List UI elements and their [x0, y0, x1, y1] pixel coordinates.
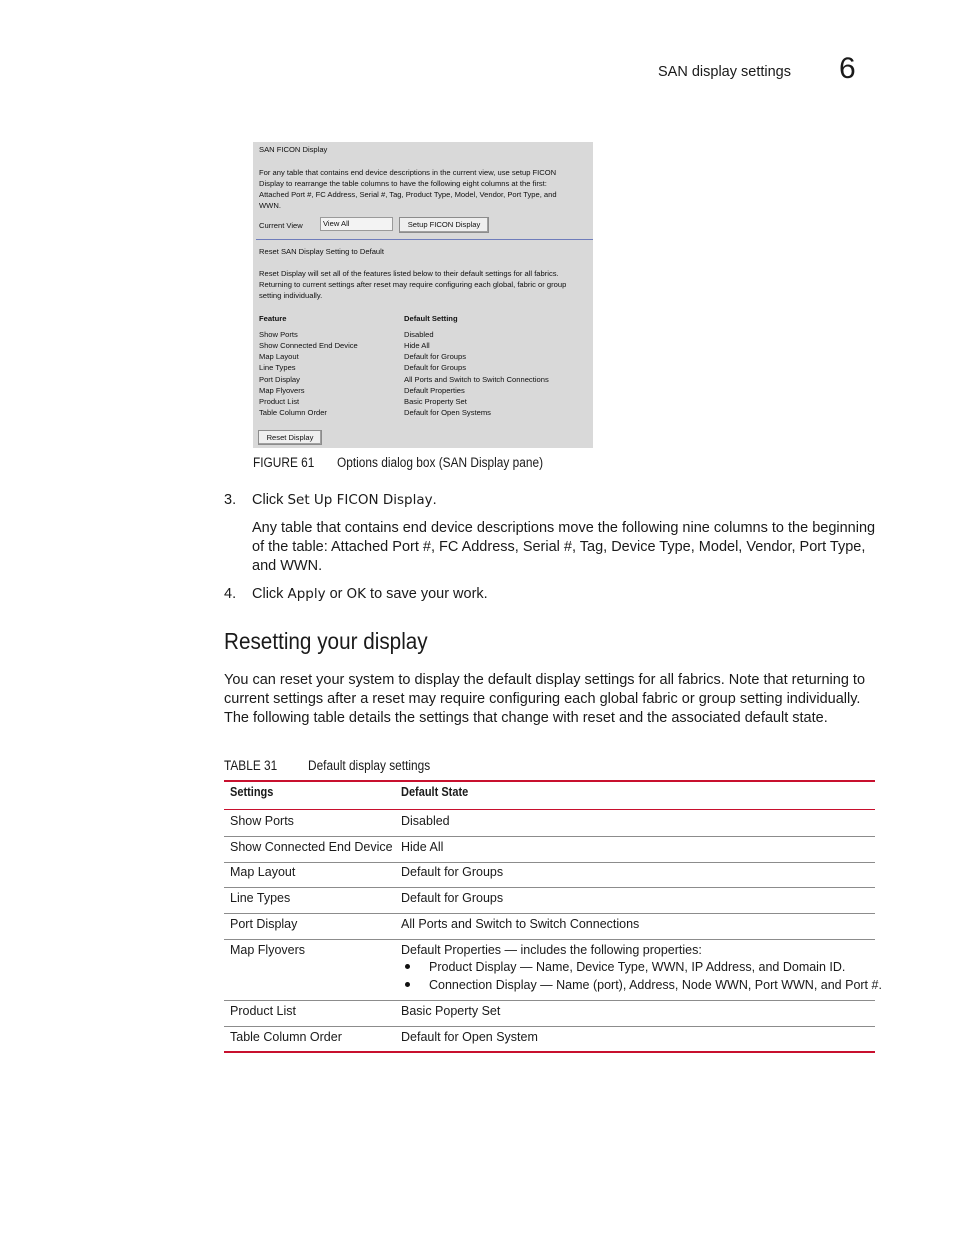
ui-term-setup-ficon-display: Set Up FICON Display — [287, 492, 433, 508]
current-view-field[interactable] — [320, 217, 393, 231]
col-header-default-state: Default State — [401, 785, 469, 799]
chapter-number: 6 — [839, 52, 856, 85]
feature-item: Line Types — [259, 363, 296, 372]
running-header-title: SAN display settings — [658, 64, 791, 80]
col-header-settings: Settings — [230, 785, 274, 799]
reset-display-label: Reset Display — [266, 433, 314, 442]
bullet-icon — [405, 982, 410, 987]
step-text: or — [325, 586, 347, 602]
figure-caption: Options dialog box (SAN Display pane) — [337, 455, 544, 470]
ui-term-apply: Apply — [287, 586, 326, 602]
row-divider — [224, 1026, 875, 1027]
default-item: Hide All — [404, 341, 430, 350]
table-cell-setting: Map Layout — [230, 865, 296, 879]
setup-ficon-display-label: Setup FICON Display — [407, 220, 481, 229]
table-cell-setting: Line Types — [230, 891, 291, 905]
feature-item: Port Display — [259, 375, 300, 384]
reset-display-button[interactable] — [258, 430, 322, 445]
reset-description-line: setting individually. — [259, 291, 323, 300]
default-setting-column-header: Default Setting — [404, 314, 458, 323]
feature-item: Show Ports — [259, 330, 298, 339]
feature-item: Table Column Order — [259, 408, 327, 417]
bullet-icon — [405, 964, 410, 969]
current-view-label: Current View — [259, 221, 303, 230]
setup-ficon-display-button[interactable] — [399, 217, 489, 233]
table-cell-setting: Show Connected End Device — [230, 840, 393, 854]
step-text: to save your work. — [366, 586, 488, 602]
table-top-rule — [224, 780, 875, 782]
default-item: All Ports and Switch to Switch Connections — [404, 375, 549, 384]
default-item: Disabled — [404, 330, 434, 339]
reset-description-line: Reset Display will set all of the features listed below to their default settings for all fabrics. — [259, 269, 559, 278]
step-text: Click — [252, 586, 288, 602]
table-cell-state: Disabled — [401, 814, 450, 828]
reset-description-line: Returning to current settings after reset may require configuring each global, fabric or group — [259, 280, 567, 289]
current-view-value: View All — [323, 219, 350, 228]
feature-item: Map Layout — [259, 352, 299, 361]
feature-column-header: Feature — [259, 314, 287, 323]
table-cell-state: All Ports and Switch to Switch Connections — [401, 917, 640, 931]
table-header-rule — [224, 809, 875, 810]
figure-dialog-title: SAN FICON Display — [259, 145, 328, 154]
table-bottom-rule — [224, 1051, 875, 1053]
intro-paragraph: You can reset your system to display the default display settings for all fabrics. Note that returning to current settings after a reset may require configuring each global fabric or group setting individually. The following table details the settings that change with reset and the associated default state. — [224, 672, 866, 726]
step-4 — [252, 585, 488, 604]
reset-heading: Reset SAN Display Setting to Default — [259, 247, 384, 256]
table-title: Default display settings — [308, 758, 431, 773]
figure-description-line: For any table that contains end device descriptions in the current view, use setup FICON — [259, 168, 557, 177]
table-cell-state: Default for Groups — [401, 865, 504, 879]
step-3 — [252, 491, 437, 510]
table-cell-setting: Show Ports — [230, 814, 294, 828]
default-item: Default for Groups — [404, 352, 467, 361]
feature-item: Map Flyovers — [259, 386, 305, 395]
feature-item: Product List — [259, 397, 300, 406]
feature-item: Show Connected End Device — [259, 341, 358, 350]
step-3-description: Any table that contains end device descriptions move the following nine columns to the beginning of the table: Attached Port #, FC Address, Serial #, Tag, Device Type, Model, Vendor, Port Type, and WWN. — [252, 520, 876, 574]
default-item: Basic Property Set — [404, 397, 467, 406]
table-cell-state: Default Properties — includes the following properties: — [401, 943, 702, 957]
default-item: Default for Open Systems — [404, 408, 491, 417]
default-item: Default Properties — [404, 386, 465, 395]
table-cell-setting: Port Display — [230, 917, 298, 931]
figure-divider — [256, 239, 593, 240]
table-cell-setting: Map Flyovers — [230, 943, 306, 957]
row-divider — [224, 887, 875, 888]
table-cell-state: Default for Groups — [401, 891, 504, 905]
section-heading: Resetting your display — [224, 628, 428, 654]
table-cell-bullet: Connection Display — Name (port), Address, Node WWN, Port WWN, and Port #. — [429, 978, 882, 992]
default-item: Default for Groups — [404, 363, 467, 372]
step-text: . — [432, 492, 437, 508]
figure-description-line: Attached Port #, FC Address, Serial #, Tag, Product Type, Model, Vendor, Port Type, and — [259, 190, 557, 199]
table-cell-setting: Table Column Order — [230, 1030, 342, 1044]
table-number: TABLE 31 — [224, 758, 278, 773]
options-dialog-screenshot — [253, 142, 593, 448]
figure-description-line: WWN. — [259, 201, 281, 210]
row-divider — [224, 913, 875, 914]
figure-description-line: Display to rearrange the table columns to have the following eight columns at the first: — [259, 179, 547, 188]
table-cell-bullet: Product Display — Name, Device Type, WWN, IP Address, and Domain ID. — [429, 960, 846, 974]
table-cell-state: Hide All — [401, 840, 444, 854]
row-divider — [224, 939, 875, 940]
row-divider — [224, 862, 875, 863]
table-cell-setting: Product List — [230, 1004, 297, 1018]
row-divider — [224, 1000, 875, 1001]
row-divider — [224, 836, 875, 837]
ui-term-ok: OK — [346, 586, 367, 602]
step-number: 4. — [224, 586, 237, 602]
table-cell-state: Default for Open System — [401, 1030, 538, 1044]
table-cell-state: Basic Poperty Set — [401, 1004, 501, 1018]
step-number: 3. — [224, 492, 237, 508]
figure-number: FIGURE 61 — [253, 455, 315, 470]
step-text: Click — [252, 492, 288, 508]
